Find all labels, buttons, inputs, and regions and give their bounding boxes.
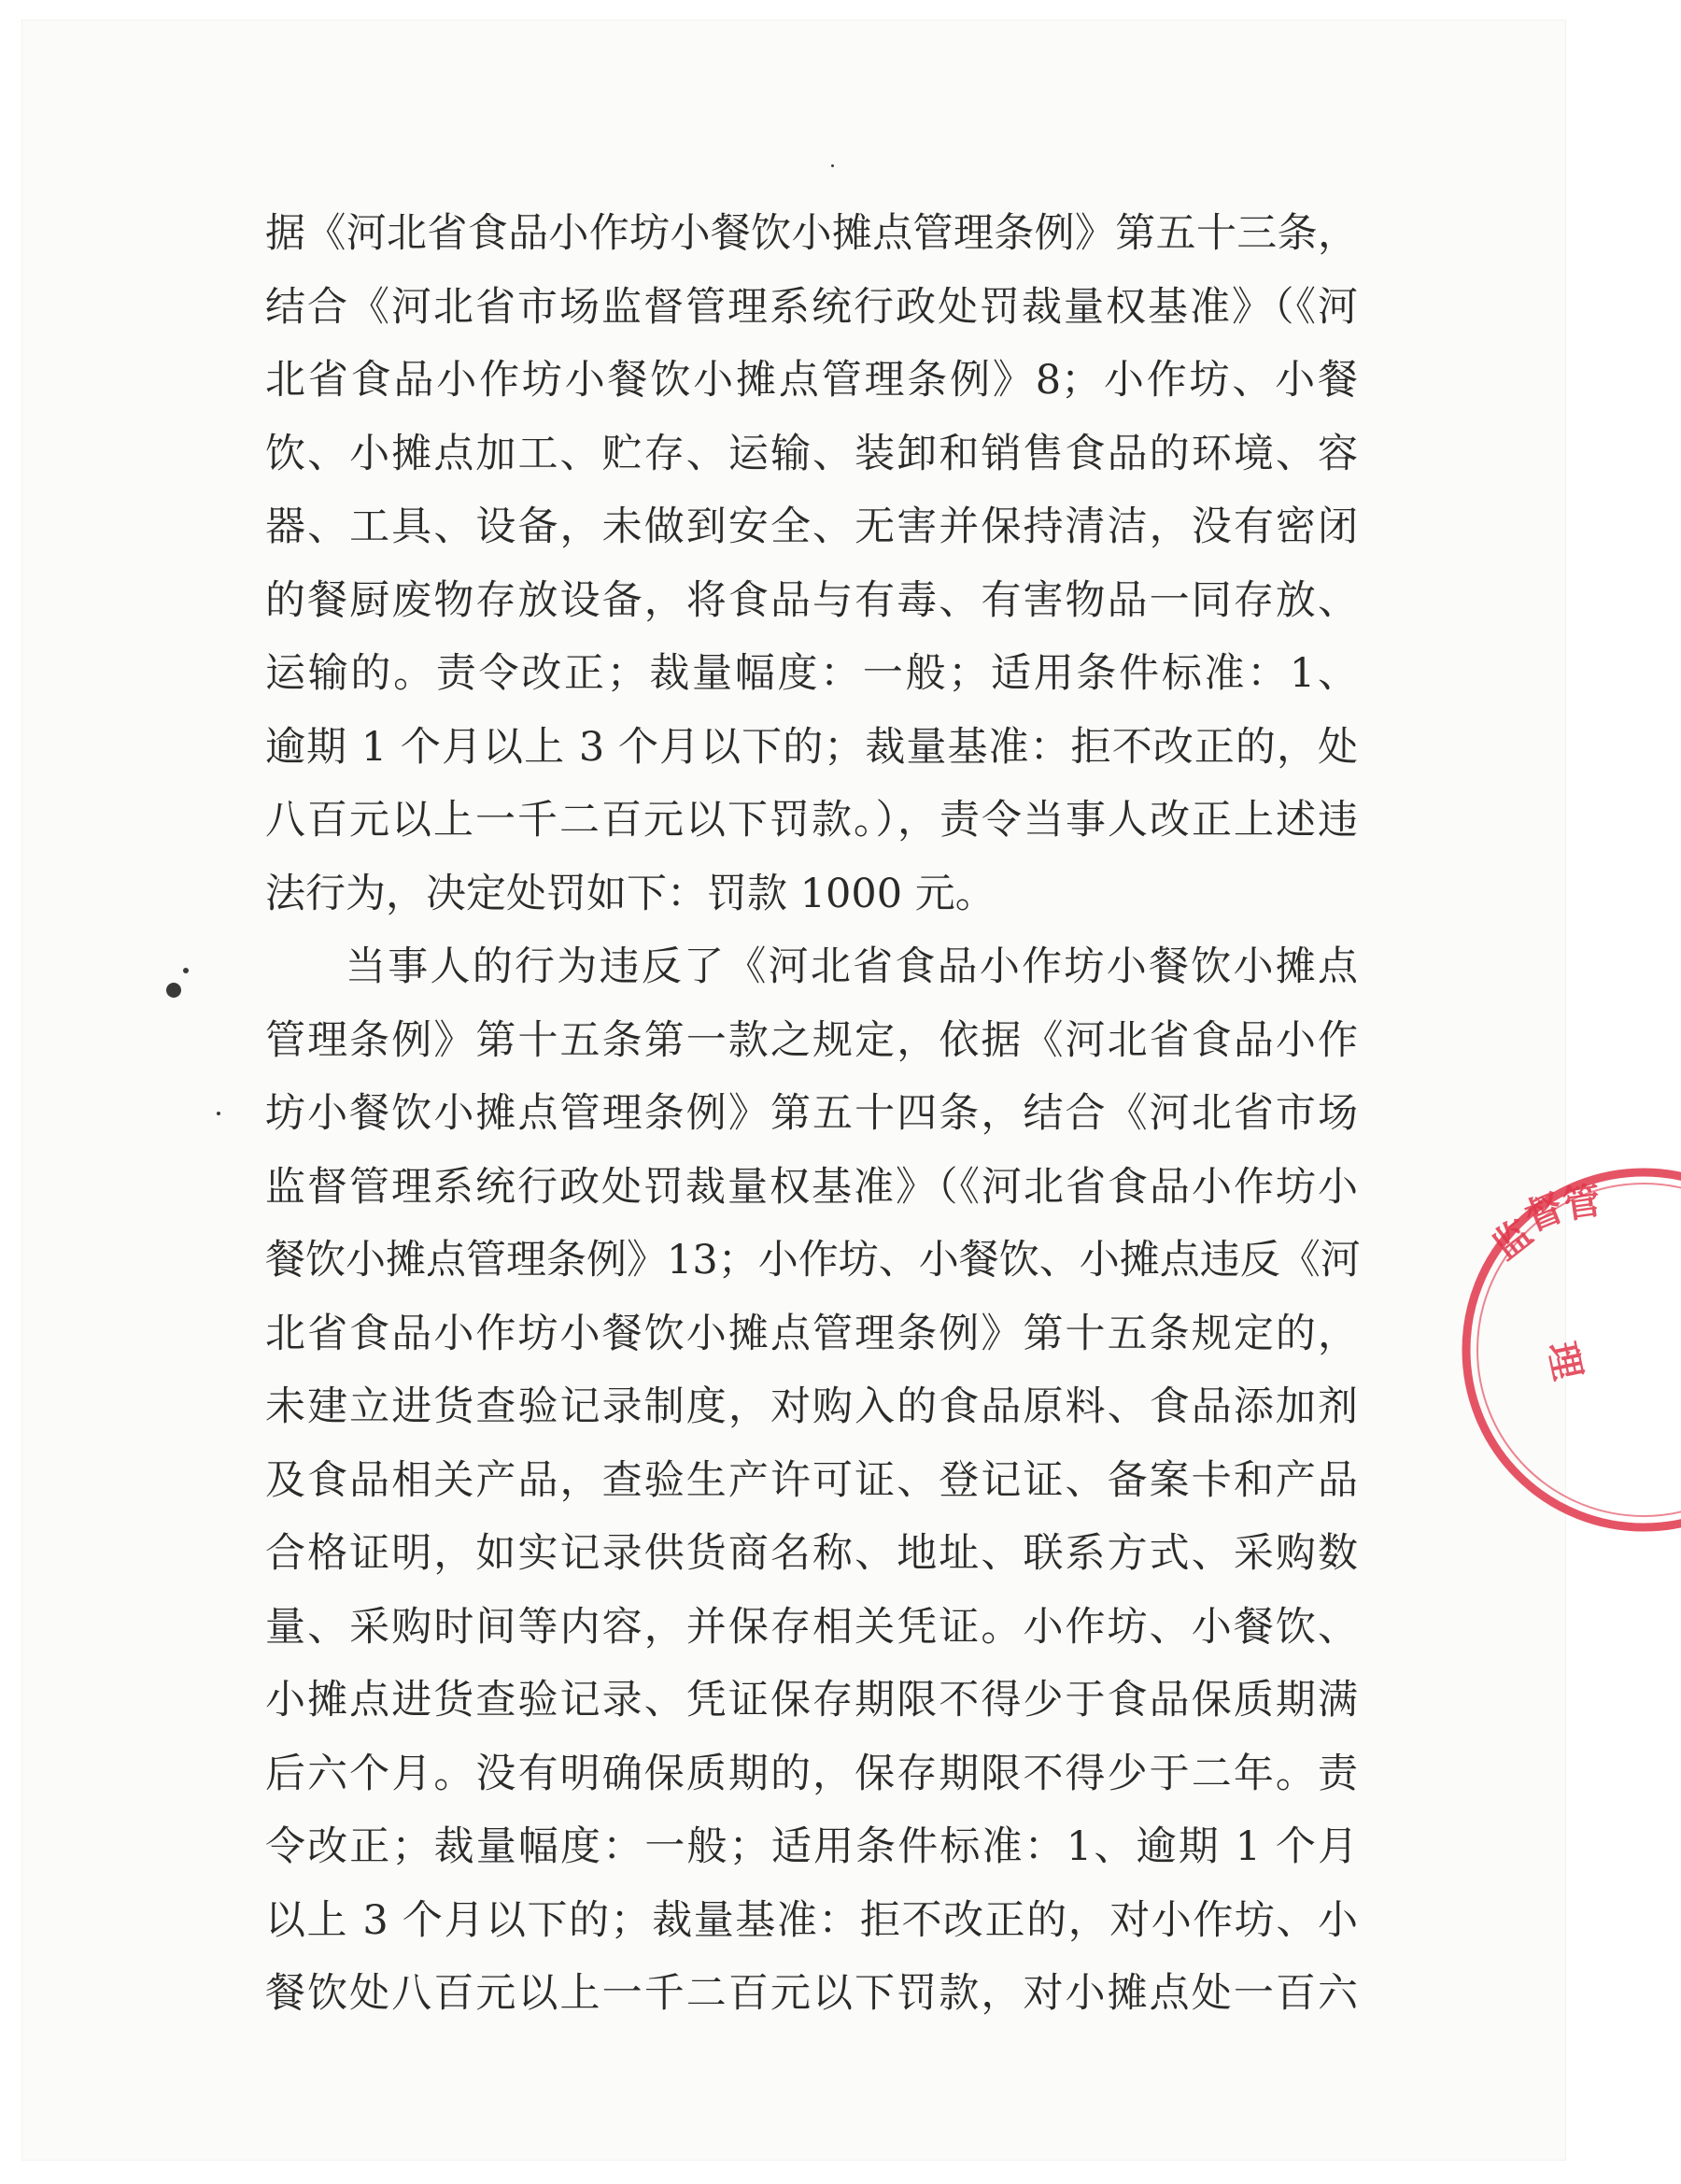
scan-speck	[831, 164, 834, 167]
text-line: 法行为，决定处罚如下：罚款 1000 元。	[265, 870, 996, 917]
seal-char: 理	[1539, 1338, 1589, 1384]
seal-char: 管	[1560, 1179, 1604, 1227]
text-line: 餐饮处八百元以上一千二百元以下罚款，对小摊点处一百六	[265, 1970, 1358, 2017]
scan-speck	[166, 983, 181, 998]
seal-char: 监	[1484, 1212, 1541, 1269]
scan-speck	[217, 1112, 220, 1115]
text-line: 监督管理系统行政处罚裁量权基准》（《河北省食品小作坊小	[265, 1163, 1358, 1211]
text-line: 后六个月。没有明确保质期的，保存期限不得少于二年。责	[265, 1750, 1358, 1797]
paragraph-2	[265, 939, 1361, 2039]
text-line: 据《河北省食品小作坊小餐饮小摊点管理条例》第五十三条，	[265, 210, 1358, 257]
text-line: 及食品相关产品，查验生产许可证、登记证、备案卡和产品	[265, 1456, 1358, 1504]
document-page	[22, 21, 1565, 2160]
text-line: 结合《河北省市场监督管理系统行政处罚裁量权基准》（《河	[265, 283, 1358, 331]
official-seal	[1457, 1158, 1681, 1541]
text-line: 坊小餐饮小摊点管理条例》第五十四条，结合《河北省市场	[265, 1090, 1358, 1137]
text-line: 量、采购时间等内容，并保存相关凭证。小作坊、小餐饮、	[265, 1603, 1358, 1651]
text-line: 逾期 1 个月以上 3 个月以下的；裁量基准：拒不改正的，处	[265, 723, 1358, 771]
text-line: 当事人的行为违反了《河北省食品小作坊小餐饮小摊点	[346, 943, 1358, 990]
text-line: 北省食品小作坊小餐饮小摊点管理条例》8；小作坊、小餐	[265, 357, 1358, 404]
text-line: 未建立进货查验记录制度，对购入的食品原料、食品添加剂	[265, 1383, 1358, 1430]
text-line: 北省食品小作坊小餐饮小摊点管理条例》第十五条规定的，	[265, 1310, 1358, 1357]
text-line: 餐饮小摊点管理条例》13；小作坊、小餐饮、小摊点违反《河	[265, 1237, 1361, 1283]
text-line: 合格证明，如实记录供货商名称、地址、联系方式、采购数	[265, 1530, 1358, 1577]
text-line: 的餐厨废物存放设备，将食品与有毒、有害物品一同存放、	[265, 576, 1358, 624]
document-body	[265, 206, 1361, 2039]
seal-icon	[1457, 1158, 1681, 1541]
text-line: 饮、小摊点加工、贮存、运输、装卸和销售食品的环境、容	[265, 430, 1358, 477]
paragraph-1	[265, 206, 1358, 939]
text-line: 八百元以上一千二百元以下罚款。），责令当事人改正上述违	[265, 797, 1358, 844]
text-line: 令改正；裁量幅度：一般；适用条件标准：1、逾期 1 个月	[265, 1823, 1358, 1870]
scan-speck	[183, 968, 189, 973]
seal-char: 督	[1519, 1185, 1570, 1241]
text-line: 运输的。责令改正；裁量幅度：一般；适用条件标准：1、	[265, 650, 1358, 697]
text-line: 小摊点进货查验记录、凭证保存期限不得少于食品保质期满	[265, 1677, 1358, 1723]
text-line: 以上 3 个月以下的；裁量基准：拒不改正的，对小作坊、小	[265, 1896, 1358, 1944]
text-line: 器、工具、设备，未做到安全、无害并保持清洁，没有密闭	[265, 503, 1358, 550]
text-line: 管理条例》第十五条第一款之规定，依据《河北省食品小作	[265, 1016, 1358, 1064]
